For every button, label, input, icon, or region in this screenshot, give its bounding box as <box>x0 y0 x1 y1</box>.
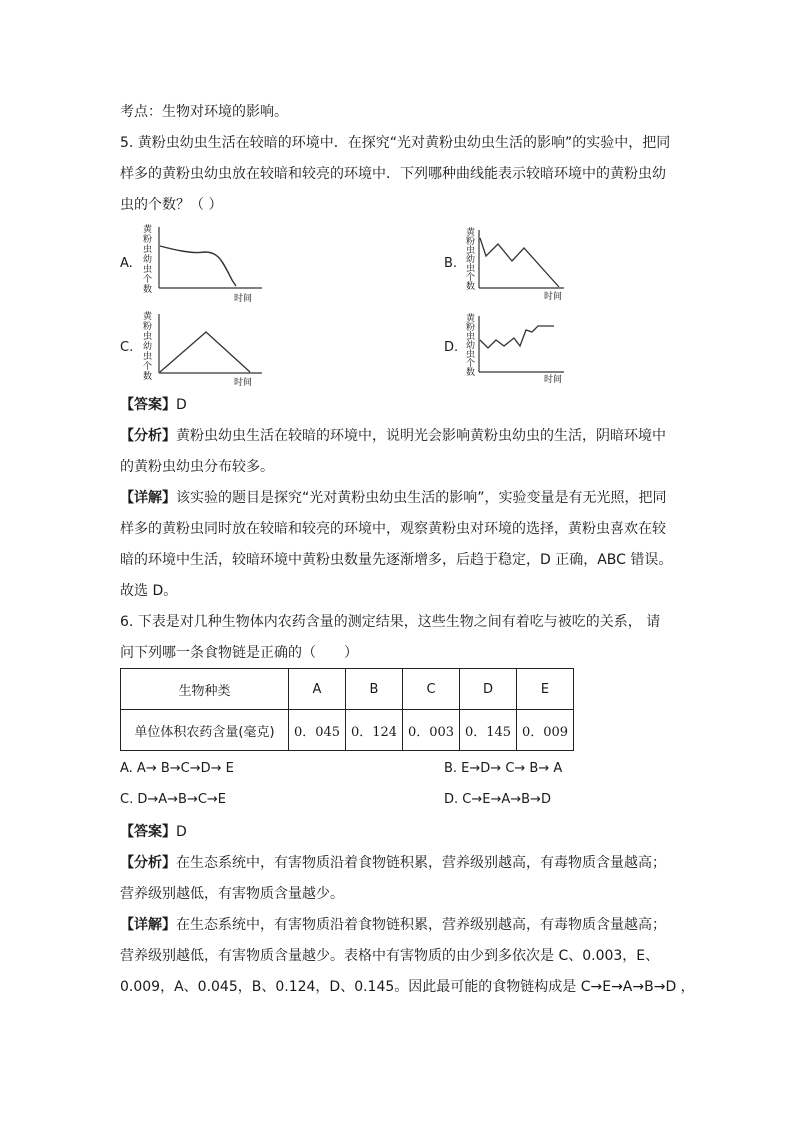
q5-analysis-line-1: 【分析】黄粉虫幼虫生活在较暗的环境中，说明光会影响黄粉虫幼虫的生活，阴暗环境中 <box>120 428 666 444</box>
y-axis-label-char: 黄 <box>143 312 153 322</box>
q5-answer-line <box>120 395 187 415</box>
q5-detail-line-2: 样多的黄粉虫同时放在较暗和较亮的环境中，观察黄粉虫对环境的选择，黄粉虫喜欢在较 <box>120 521 666 537</box>
curve-a <box>160 246 236 286</box>
table-cell: 0．124 <box>346 710 403 751</box>
table-cell: 生物种类 <box>121 669 289 710</box>
table-header-row <box>121 669 574 710</box>
x-axis-label: 时间 <box>544 292 563 302</box>
graph-option-d <box>464 312 576 386</box>
question-5-line-1: 5. 黄粉虫幼虫生活在较暗的环境中．在探究“光对黄粉虫幼虫生活的影响”的实验中，把同 <box>120 135 671 151</box>
y-axis-label-char: 数 <box>143 285 153 295</box>
choice-c: C. D→A→B→C→E <box>120 792 227 807</box>
graph-option-c <box>140 310 270 388</box>
q5-analysis-line-2: 的黄粉虫幼虫分布较多。 <box>120 459 274 475</box>
y-axis-label-char: 虫 <box>143 332 153 342</box>
y-axis-label-char: 虫 <box>143 265 153 275</box>
table-cell: D <box>460 669 517 710</box>
q6-detail-line-2: 营养级别越低，有害物质含量越少。表格中有害物质的由少到多依次是 C、0.003，E、 <box>120 948 660 964</box>
table-cell: 单位体积农药含量(毫克) <box>121 710 289 751</box>
table-row <box>121 710 574 751</box>
x-axis-label: 时间 <box>234 378 253 388</box>
y-axis-label-char: 虫 <box>466 332 476 342</box>
answer-label: 【答案】 <box>120 397 176 413</box>
table-cell: 0．145 <box>460 710 517 751</box>
y-axis-label-char: 个 <box>143 275 153 285</box>
y-axis-label-char: 粉 <box>466 323 476 333</box>
q5-detail-line-3: 暗的环境中生活，较暗环境中黄粉虫数量先逐渐增多，后趋于稳定，D 正确，ABC 错误。 <box>120 552 673 568</box>
analysis-label: 【分析】 <box>120 428 176 444</box>
y-axis-label-char: 数 <box>466 282 476 292</box>
y-axis-label-char: 虫 <box>143 352 153 362</box>
q6-analysis-line-2: 营养级别越低，有害物质含量越少。 <box>120 886 344 902</box>
y-axis-label-char: 黄 <box>466 228 476 238</box>
kaodian-line: 考点：生物对环境的影响。 <box>120 104 288 120</box>
y-axis-label-char: 黄 <box>143 225 153 235</box>
option-c-label: C. <box>120 340 134 355</box>
y-axis-label-char: 个 <box>143 362 153 372</box>
choice-a: A. A→ B→C→D→ E <box>120 761 234 776</box>
table-cell: B <box>346 669 403 710</box>
choice-d: D. C→E→A→B→D <box>444 792 551 807</box>
y-axis-label <box>143 310 153 382</box>
question-5-line-2: 样多的黄粉虫幼虫放在较暗和较亮的环境中．下列哪种曲线能表示较暗环境中的黄粉虫幼 <box>120 166 666 182</box>
table-cell: A <box>289 669 346 710</box>
y-axis-label-char: 幼 <box>143 255 153 265</box>
curve-c <box>160 332 250 372</box>
table-cell: C <box>403 669 460 710</box>
y-axis-label-char: 虫 <box>466 264 476 274</box>
question-6-line-1: 6. 下表是对几种生物体内农药含量的测定结果，这些生物之间有着吃与被吃的关系， 请 <box>120 614 661 630</box>
y-axis-label-char: 粉 <box>143 235 153 245</box>
option-d-label: D. <box>444 340 459 355</box>
graph-option-b <box>464 226 576 302</box>
x-axis-label: 时间 <box>234 294 253 304</box>
question-5-line-3: 虫的个数？（ ） <box>120 197 223 213</box>
y-axis-label-char: 个 <box>466 273 476 283</box>
y-axis-label-char: 数 <box>143 372 153 382</box>
y-axis-label-char: 幼 <box>466 341 476 351</box>
y-axis-label-char: 虫 <box>466 246 476 256</box>
option-a-label: A. <box>120 256 133 271</box>
q6-detail-line-1: 【详解】在生态系统中，有害物质沿着食物链积累，营养级别越高，有毒物质含量越高； <box>120 917 666 933</box>
y-axis-label-char: 幼 <box>466 255 476 265</box>
y-axis-label-char: 黄 <box>466 314 476 324</box>
detail-label: 【详解】 <box>120 490 176 506</box>
table-cell: 0．045 <box>289 710 346 751</box>
q6-detail-line-3: 0.009，A、0.045，B、0.124，D、0.145。因此最可能的食物链构成是 C→E→A→B→D ， <box>120 979 695 995</box>
answer-value: D <box>176 397 187 413</box>
y-axis-label-char: 数 <box>466 368 476 378</box>
y-axis-label-char: 粉 <box>143 322 153 332</box>
q6-answer-line: 【答案】D <box>120 824 187 840</box>
graph-option-a <box>140 222 270 304</box>
curve-d <box>480 326 554 348</box>
y-axis-label <box>466 312 476 378</box>
y-axis-label-char: 幼 <box>143 342 153 352</box>
question-6-line-2: 问下列哪一条食物链是正确的（ ） <box>120 645 358 661</box>
table-cell: E <box>517 669 574 710</box>
table-cell: 0．009 <box>517 710 574 751</box>
q5-detail-line-4: 故选 D。 <box>120 583 178 599</box>
pesticide-table <box>120 668 574 751</box>
y-axis-label-char: 粉 <box>466 237 476 247</box>
y-axis-label <box>466 226 476 292</box>
y-axis-label-char: 虫 <box>143 245 153 255</box>
choice-b: B. E→D→ C→ B→ A <box>444 761 563 776</box>
q6-analysis-line-1: 【分析】在生态系统中，有害物质沿着食物链积累，营养级别越高，有毒物质含量越高； <box>120 855 666 871</box>
curve-b <box>480 238 559 287</box>
y-axis-label-char: 虫 <box>466 350 476 360</box>
option-b-label: B. <box>444 256 458 271</box>
y-axis-label-char: 个 <box>466 359 476 369</box>
q5-detail-line-1: 【详解】该实验的题目是探究“光对黄粉虫幼虫生活的影响”，实验变量是有无光照，把同 <box>120 490 667 506</box>
table-cell: 0．003 <box>403 710 460 751</box>
x-axis-label: 时间 <box>544 375 563 385</box>
y-axis-label <box>143 223 153 295</box>
